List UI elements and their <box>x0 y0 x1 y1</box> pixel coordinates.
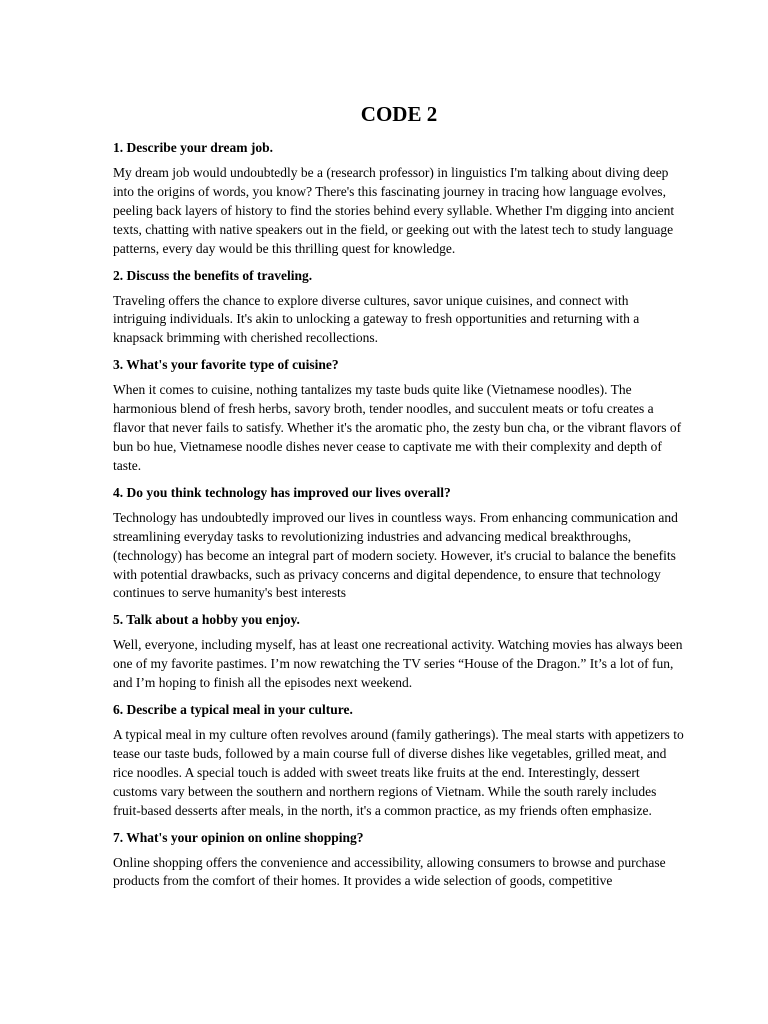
question-heading: 2. Discuss the benefits of traveling. <box>113 267 313 283</box>
document-title: CODE 2 <box>360 102 438 126</box>
question-heading: 3. What's your favorite type of cuisine? <box>113 357 339 373</box>
answer-paragraph: Well, everyone, including myself, has at least one recreational activity. Watching movies has always been one of my favorite pastimes. I’m now rewatching the TV series “House of the Dragon.” It’s a lot of fun, and I’m hoping to finish all the episodes next weekend. <box>113 637 683 691</box>
question-heading: 4. Do you think technology has improved our lives overall? <box>113 484 451 500</box>
answer-paragraph: Online shopping offers the convenience and accessibility, allowing consumers to browse and purchase products from the comfort of their homes. It provides a wide selection of goods, competitive <box>113 854 666 889</box>
question-heading: 7. What's your opinion on online shopping? <box>113 829 364 845</box>
qa-item-5 <box>113 610 685 693</box>
qa-item-4 <box>113 483 685 604</box>
answer-paragraph: When it comes to cuisine, nothing tantalizes my taste buds quite like (Vietnamese noodles). The harmonious blend of fresh herbs, savory broth, tender noodles, and succulent meats or tofu creates a flavor that never fails to satisfy. Whether it's the aromatic pho, the zesty bun cha, or the vibrant flavors of bun bo hue, Vietnamese noodle dishes never cease to captivate me with their complexity and depth of taste. <box>113 382 682 473</box>
answer-paragraph: My dream job would undoubtedly be a (research professor) in linguistics I'm talking about diving deep into the origins of words, you know? There's this fascinating journey in tracing how language evolves, peeling back layers of history to find the stories behind every syllable. Whether I'm digging into ancient texts, chatting with native speakers out in the field, or geeking out with the latest tech to study language patterns, every day would be this thrilling quest for knowledge. <box>113 165 675 256</box>
qa-item-2 <box>113 266 685 349</box>
answer-paragraph: Technology has undoubtedly improved our lives in countless ways. From enhancing communication and streamlining everyday tasks to revolutionizing industries and advancing medical breakthroughs, (technology) has become an integral part of modern society. However, it's crucial to balance the benefits with potential drawbacks, such as privacy concerns and digital dependence, to ensure that technology continues to serve humanity's best interests <box>113 509 678 601</box>
answer-paragraph: A typical meal in my culture often revolves around (family gatherings). The meal starts with appetizers to tease our taste buds, followed by a main course full of diverse dishes like vegetables, grilled meat, and rice noodles. A special touch is added with sweet treats like fruits at the end. Interestingly, dessert customs vary between the southern and northern regions of Vietnam. While the south rarely includes fruit-based desserts after meals, in the north, it's a common practice, as my friends often emphasize. <box>113 727 684 818</box>
question-heading: 6. Describe a typical meal in your culture. <box>113 702 353 718</box>
document-page <box>113 100 685 898</box>
qa-item-3 <box>113 355 685 476</box>
qa-item-7 <box>113 828 685 892</box>
answer-paragraph: Traveling offers the chance to explore diverse cultures, savor unique cuisines, and connect with intriguing individuals. It's akin to unlocking a gateway to fresh opportunities and returning with a knapsack brimming with cherished recollections. <box>113 292 640 346</box>
qa-item-1 <box>113 138 685 259</box>
qa-item-6 <box>113 700 685 821</box>
question-heading: 5. Talk about a hobby you enjoy. <box>113 612 300 628</box>
question-heading: 1. Describe your dream job. <box>113 140 273 155</box>
